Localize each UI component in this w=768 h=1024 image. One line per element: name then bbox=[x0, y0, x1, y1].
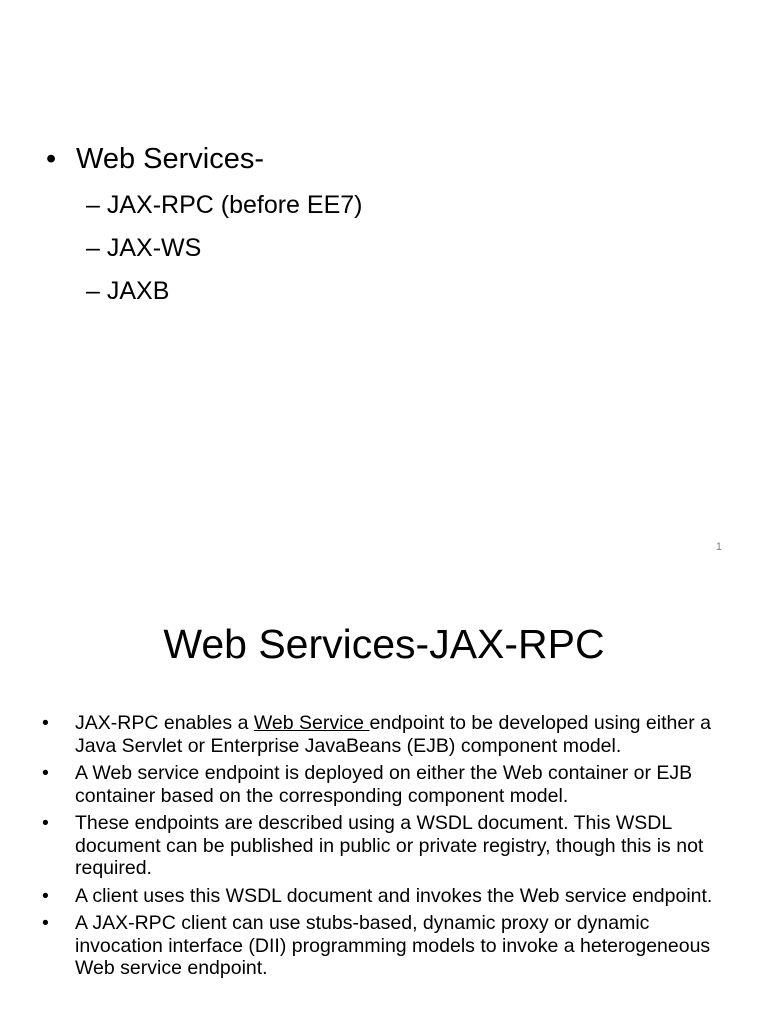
list-item bbox=[42, 812, 732, 880]
bullet-dot: • bbox=[42, 912, 49, 934]
slide-2 bbox=[0, 566, 768, 1024]
list-item bbox=[42, 885, 732, 908]
bullet-text: Web Services- bbox=[76, 143, 265, 175]
bullet-web-services bbox=[46, 140, 363, 313]
bullet-dot: • bbox=[42, 762, 49, 784]
bullet-dot: • bbox=[42, 712, 49, 734]
sub-item-jaxb: – JAXB bbox=[86, 277, 170, 305]
item-1-text-before: JAX-RPC enables a bbox=[75, 712, 254, 734]
item-4-text: A client uses this WSDL document and invokes the Web service endpoint. bbox=[75, 884, 713, 907]
web-service-link[interactable]: Web Service bbox=[253, 712, 370, 734]
bullet-dot: • bbox=[46, 143, 57, 175]
slide-1-bullet-list bbox=[46, 140, 363, 313]
page-number: 1 bbox=[715, 541, 722, 553]
slide-title: Web Services-JAX-RPC bbox=[163, 621, 605, 667]
item-1-text-after: endpoint to be developed using either a Java Servlet or Enterprise JavaBeans (EJB) component model. bbox=[75, 712, 711, 757]
list-item bbox=[42, 712, 732, 757]
bullet-dot: • bbox=[42, 884, 49, 907]
list-item bbox=[42, 762, 732, 807]
slide-2-bullet-list bbox=[42, 712, 732, 985]
item-5-text: A JAX-RPC client can use stubs-based, dynamic proxy or dynamic invocation interface (DII) programming models to invoke a heterogeneous Web service endpoint. bbox=[75, 912, 711, 979]
sub-bullet-list bbox=[76, 184, 363, 313]
sub-item-jax-ws: – JAX-WS bbox=[86, 234, 202, 262]
item-2-text: A Web service endpoint is deployed on either the Web container or EJB container based on the corresponding component model. bbox=[75, 762, 693, 807]
list-item bbox=[42, 912, 732, 980]
item-3-text: These endpoints are described using a WSDL document. This WSDL document can be published in public or private registry, though this is not required. bbox=[75, 812, 704, 879]
sub-item-jax-rpc: – JAX-RPC (before EE7) bbox=[86, 191, 363, 219]
bullet-dot: • bbox=[42, 812, 49, 834]
